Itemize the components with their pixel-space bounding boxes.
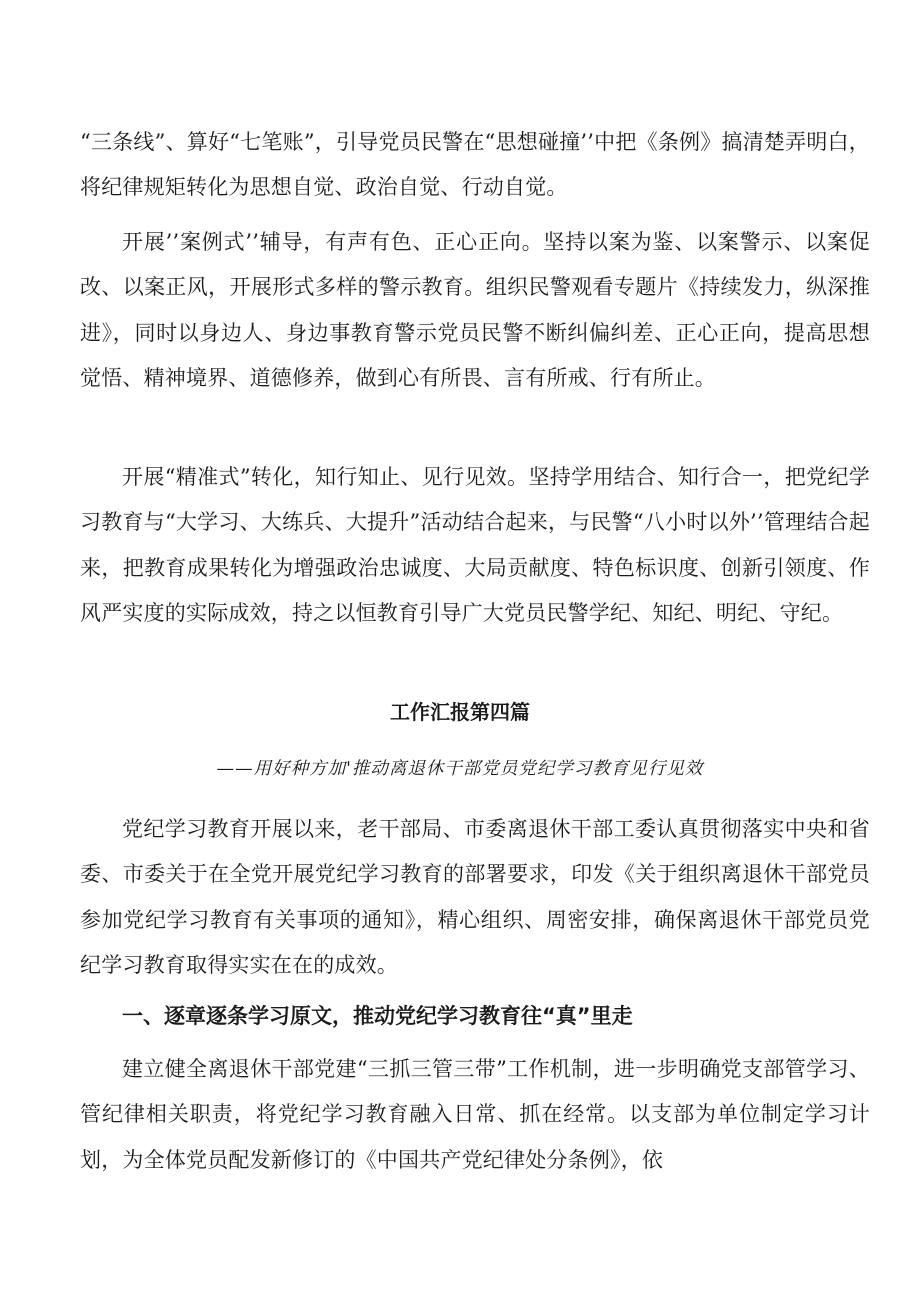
paragraph-2: 开展’’案例式’’辅导，有声有色、正心正向。坚持以案为鉴、以案警示、以案促改、以案正风，开展形式多样的警示教育。组织民警观看专题片《持续发力，纵深推进》，同时以身边人、身边事教育警示党员民警不断纠偏纠差、正心正向，提高思想觉悟、精神境界、道德修养，做到心有所畏、言有所戒、行有所止。 — [80, 230, 870, 390]
section-heading: 一、逐章逐条学习原文，推动党纪学习教育往“真”里走 — [122, 1004, 633, 1028]
paragraph-1: “三条线”、算好“七笔账”，引导党员民警在“思想碰撞’’中把《条例》搞清楚弄明白，将纪律规矩转化为思想自觉、政治自觉、行动自觉。 — [80, 130, 870, 200]
title-bold: 第四篇 — [470, 700, 530, 724]
paragraph-4: 党纪学习教育开展以来，老干部局、市委离退休干部工委认真贯彻落实中央和省委、市委关于在全党开展党纪学习教育的部署要求，印发《关于组织离退休干部党员参加党纪学习教育有关事项的通知》，精心组织、周密安排，确保离退休干部党员党纪学习教育取得实实在在的成效。 — [80, 817, 870, 977]
paragraph-3: 开展“精准式”转化，知行知止、见行见效。坚持学用结合、知行合一，把党纪学习教育与“大学习、大练兵、大提升”活动结合起来，与民警“八小时以外’’管理结合起来，把教育成果转化为增强政治忠诚度、大局贡献度、特色标识度、创新引领度、作风严实度的实际成效，持之以恒教育引导广大党员民警学纪、知纪、明纪、守纪。 — [80, 465, 870, 625]
section-title — [0, 692, 920, 732]
section-subtitle: ——用好种方加'推动离退休干部党员党纪学习教育见行见效 — [216, 759, 704, 779]
title-prefix: 工作汇报 — [390, 700, 470, 724]
paragraph-5: 建立健全离退休干部党建“三抓三管三带”工作机制，进一步明确党支部管学习、管纪律相关职责，将党纪学习教育融入日常、抓在经常。以支部为单位制定学习计划，为全体党员配发新修订的《中国共产党纪律处分条例》，依 — [80, 1057, 870, 1172]
